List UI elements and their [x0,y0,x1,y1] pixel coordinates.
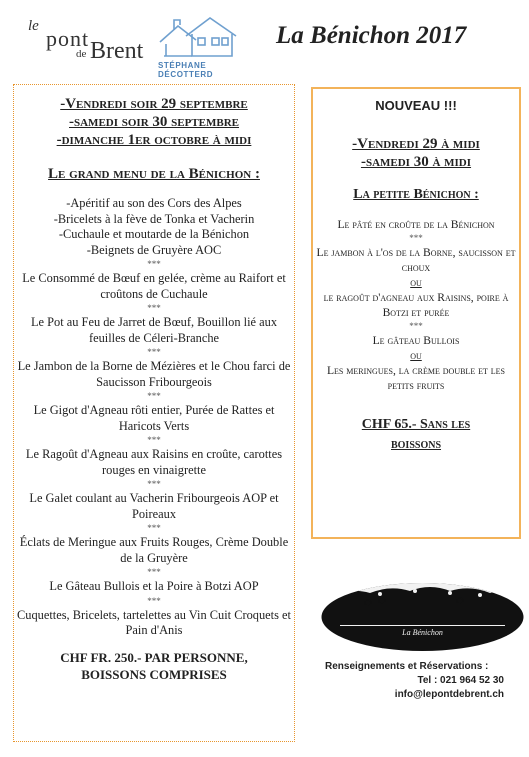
petite-date-line: -samedi 30 à midi [360,154,472,170]
grand-menu-dates [14,95,294,149]
contact-heading: Renseignements et Réservations : [325,661,489,672]
petite-menu-or: ou [410,276,422,289]
petite-menu-item: Le gâteau Bullois [372,334,460,347]
course-separator: *** [147,435,161,445]
petite-menu-item: Le pâté en croûte de la Bénichon [337,218,495,231]
course-separator: *** [147,259,161,269]
petite-menu-or: ou [410,349,422,362]
course-separator: *** [147,479,161,489]
petite-menu-item: le ragoût d'agneau aux Raisins, poire à Botzi et purée [323,291,509,319]
menu-course: Éclats de Meringue aux Fruits Rouges, Crème Double de la Gruyère [19,535,289,565]
petite-menu-separator: *** [409,233,423,243]
grand-menu-price: CHF FR. 250.- PAR PERSONNE, BOISSONS COMPRISES [60,649,248,682]
page-title: La Bénichon 2017 [276,22,467,49]
grand-menu-heading: Le grand menu de la Bénichon : [48,166,260,182]
petite-menu-dates [313,135,519,171]
menu-course: Le Ragoût d'Agneau aux Raisins en croûte, carottes rouges en vinaigrette [25,447,283,477]
benichon-emblem [320,581,525,653]
restaurant-logo [28,14,243,79]
logo-word-le: le [28,18,39,34]
petite-menu-item: Le jambon à l'os de la Borne, saucisson et choux [316,246,516,274]
logo-word-brent: Brent [90,38,144,64]
course-separator: *** [147,391,161,401]
menu-course: Le Consommé de Bœuf en gelée, crème au Raifort et croûtons de Cuchaule [22,271,286,301]
menu-course: Le Gigot d'Agneau rôti entier, Purée de Rattes et Haricots Verts [33,403,275,433]
contact-email: info@lepontdebrent.ch [394,689,504,700]
contact-block [322,660,504,702]
menu-course: Cuquettes, Bricelets, tartelettes au Vin Cuit Croquets et Pain d'Anis [17,607,291,637]
logo-subtitle: STÉPHANE DÉCOTTERD [158,61,214,79]
logo-word-de: de [76,48,87,60]
grand-menu-courses [14,196,294,639]
menu-course: Le Galet coulant au Vacherin Fribourgeois AOP et Poireaux [29,491,279,521]
course-separator: *** [147,567,161,577]
petite-menu-heading: La petite Bénichon : [353,187,479,202]
emblem-caption: La Bénichon [402,628,443,637]
petite-menu-price: CHF 65.- Sans les boissons [361,417,471,452]
new-badge: NOUVEAU !!! [375,98,457,113]
petite-menu-separator: *** [409,321,423,331]
menu-course: Le Pot au Feu de Jarret de Bœuf, Bouillon lié aux feuilles de Céleri-Branche [30,315,278,345]
petite-menu-item: Les meringues, la crème double et les petits fruits [326,364,506,392]
logo-word-pont: pont [46,26,90,51]
menu-course: -Apéritif au son des Cors des Alpes -Bricelets à la fève de Tonka et Vacherin -Cuchaule et moutarde de la Bénichon -Beignets de Gruyère AOC [53,196,255,257]
contact-phone: Tel : 021 964 52 30 [417,675,504,686]
menu-date-line: -Vendredi soir 29 septembre [60,96,248,112]
petite-menu-items [313,217,519,393]
house-icon [156,16,240,62]
grand-menu-panel [13,84,295,742]
petite-benichon-panel [311,87,521,539]
course-separator: *** [147,523,161,533]
course-separator: *** [147,303,161,313]
menu-date-line: -samedi soir 30 septembre [69,114,239,130]
menu-course: Le Jambon de la Borne de Mézières et le Chou farci de Saucisson Fribourgeois [17,359,291,389]
course-separator: *** [147,347,161,357]
course-separator: *** [147,595,161,606]
petite-date-line: -Vendredi 29 à midi [352,136,480,152]
menu-date-line: -dimanche 1er octobre à midi [56,132,252,148]
menu-course: Le Gâteau Bullois et la Poire à Botzi AOP [49,579,259,593]
